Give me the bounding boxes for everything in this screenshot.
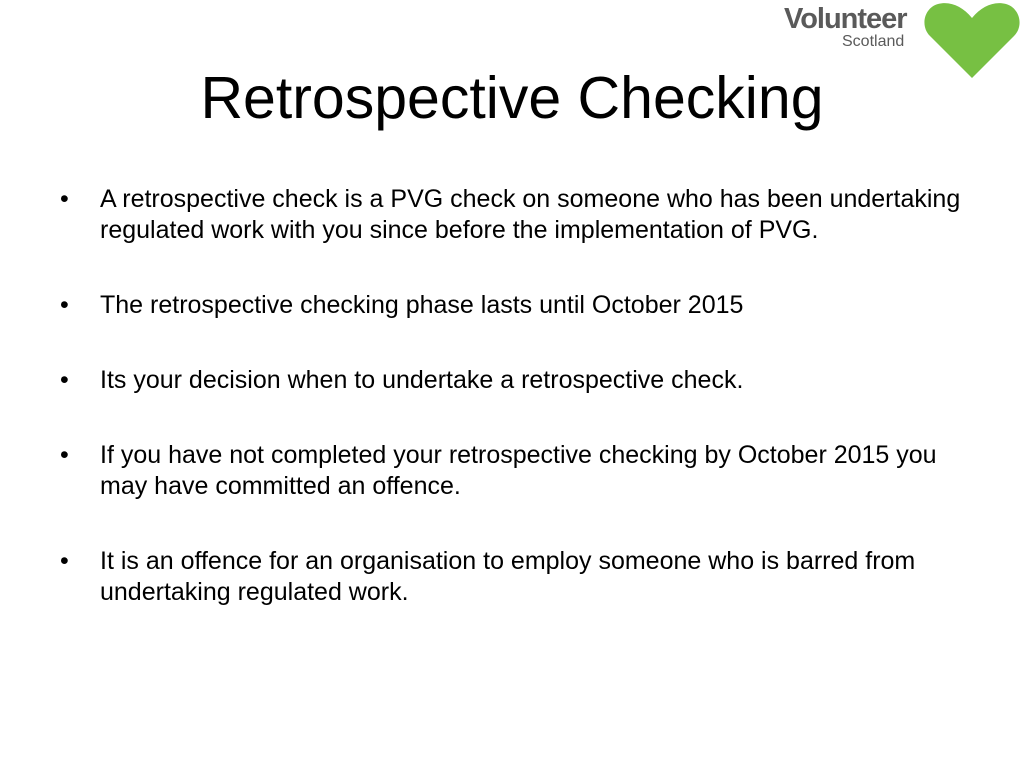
bullet-marker: • [60,291,69,319]
bullet-text: If you have not completed your retrospective checking by October 2015 you may have committed an offence. [100,441,937,500]
bullet-item [60,290,980,321]
bullet-marker: • [60,185,69,213]
bullet-text: It is an offence for an organisation to employ someone who is barred from undertaking regulated work. [100,547,916,606]
bullet-text: The retrospective checking phase lasts until October 2015 [100,291,744,319]
bullet-marker: • [60,441,69,469]
bullet-item [60,365,980,396]
slide-title: Retrospective Checking [200,65,824,131]
bullet-marker: • [60,366,69,394]
bullet-text: A retrospective check is a PVG check on someone who has been undertaking regulated work with you since before the implementation of PVG. [100,185,961,244]
logo-line-2: Scotland [842,33,905,50]
bullet-text: Its your decision when to undertake a retrospective check. [100,366,744,394]
bullet-marker: • [60,547,69,575]
logo-line-1: Volunteer [784,3,907,35]
bullet-list [60,184,980,652]
bullet-item [60,546,980,608]
bullet-item [60,440,980,502]
bullet-item [60,184,980,246]
